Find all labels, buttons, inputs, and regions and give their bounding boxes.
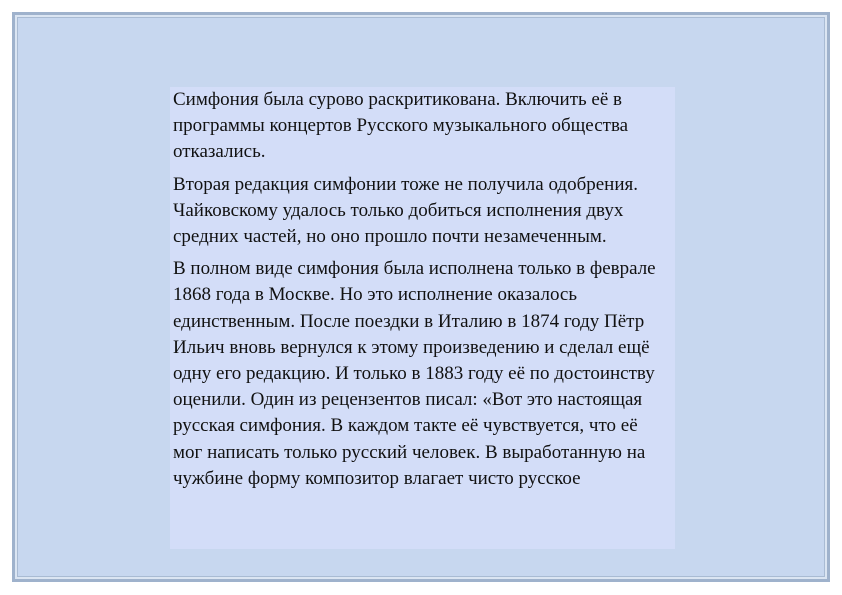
slide-background <box>12 12 830 582</box>
paragraph-3: В полном виде симфония была исполнена только в феврале 1868 года в Москве. Но это исполнение оказалось единственным. После поездки в Италию в 1874 году Пётр Ильич вновь вернулся к этому произведению и сделал ещё одну его редакцию. И только в 1883 году её по достоинству оценили. Один из рецензентов писал: «Вот это настоящая русская симфония. В каждом такте её чувствуется, что её мог написать только русский человек. В выработанную на чужбине форму композитор влагает чисто русское <box>173 258 656 489</box>
paragraph-2: Вторая редакция симфонии тоже не получила одобрения. Чайковскому удалось только добиться исполнения двух средних частей, но оно прошло почти незамеченным. <box>173 173 638 248</box>
text-box <box>170 87 675 549</box>
paragraph-1: Симфония была сурово раскритикована. Включить её в программы концертов Русского музыкального общества отказались. <box>173 89 629 163</box>
